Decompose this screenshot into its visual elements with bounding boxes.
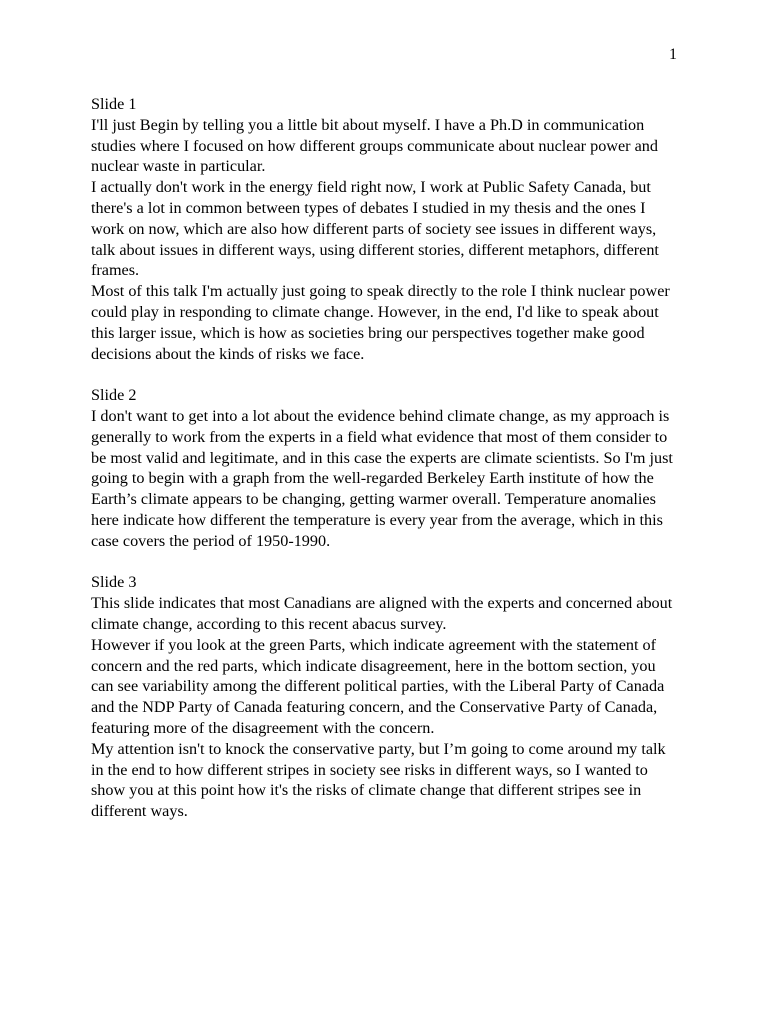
section-heading: Slide 1 — [91, 95, 137, 113]
paragraph: Most of this talk I'm actually just going to speak directly to the role I think nuclear power could play in responding to climate change. However, in the end, I'd like to speak about this larger issue, which is how as societies bring our perspectives together make good decisions about the kinds of risks we face. — [91, 282, 670, 363]
section-heading: Slide 3 — [91, 573, 137, 592]
slide-1-section — [91, 94, 681, 364]
paragraph: I actually don't work in the energy field right now, I work at Public Safety Canada, but there's a lot in common between types of debates I studied in my thesis and the ones I work on now, which are also how different parts of society see issues in different ways, talk about issues in different ways, using different stories, different metaphors, different frames. — [91, 178, 659, 280]
blank-line — [91, 364, 681, 385]
paragraph: My attention isn't to knock the conservative party, but I’m going to come around my talk in the end to how different stripes in society see risks in different ways, so I wanted to show you at this point how it's the risks of climate change that different stripes see in different ways. — [91, 739, 666, 821]
section-heading: Slide 2 — [91, 386, 137, 405]
page-number: 1 — [669, 46, 677, 63]
slide-3-section — [91, 572, 681, 822]
blank-line — [91, 552, 681, 573]
paragraph: I don't want to get into a lot about the evidence behind climate change, as my approach is generally to work from the experts in a field what evidence that most of them consider to be most valid and legitimate, and in this case the experts are climate scientists. So I'm just going to begin with a graph from the well-regarded Berkeley Earth institute of how the Earth’s climate appears to be changing, getting warmer overall. Temperature anomalies here indicate how different the temperature is every year from the average, which in this case covers the period of 1950-1990. — [91, 406, 673, 550]
document-body — [91, 94, 681, 822]
slide-2-section — [91, 385, 681, 551]
paragraph: This slide indicates that most Canadians are aligned with the experts and concerned about climate change, according to this recent abacus survey. — [91, 594, 673, 633]
paragraph: However if you look at the green Parts, which indicate agreement with the statement of concern and the red parts, which indicate disagreement, here in the bottom section, you can see variability among the different political parties, with the Liberal Party of Canada and the NDP Party of Canada featuring concern, and the Conservative Party of Canada, featuring more of the disagreement with the concern. — [91, 635, 665, 737]
paragraph: I'll just Begin by telling you a little bit about myself. I have a Ph.D in communication studies where I focused on how different groups communicate about nuclear power and nuclear waste in particular. — [91, 115, 658, 176]
